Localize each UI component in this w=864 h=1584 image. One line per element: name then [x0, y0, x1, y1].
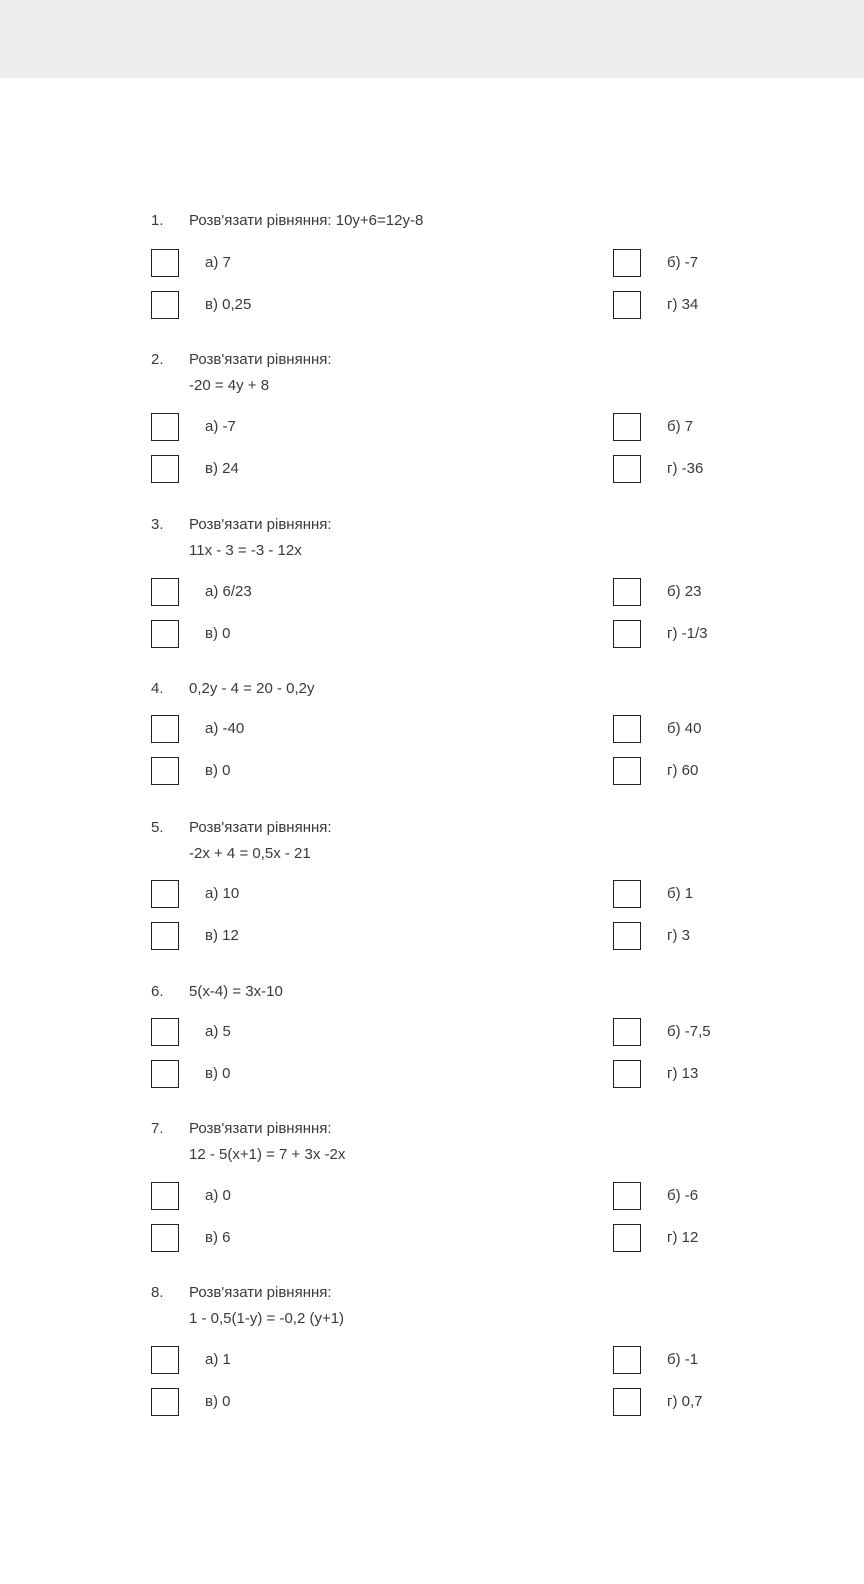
checkbox[interactable]: [151, 1060, 179, 1088]
question-equation: 0,2y - 4 = 20 - 0,2y: [189, 680, 315, 697]
checkbox[interactable]: [151, 757, 179, 785]
checkbox[interactable]: [613, 1182, 641, 1210]
checkbox[interactable]: [613, 757, 641, 785]
question-equation: 5(x-4) = 3x-10: [189, 983, 283, 1000]
question-number: 4.: [151, 680, 164, 697]
option-label: б) 1: [667, 885, 694, 902]
question-equation: 12 - 5(x+1) = 7 + 3x -2x: [189, 1146, 346, 1163]
checkbox[interactable]: [613, 880, 641, 908]
checkbox[interactable]: [151, 1224, 179, 1252]
option-label: б) 23: [667, 583, 702, 600]
option-label: а) 1: [205, 1351, 231, 1368]
option-label: г) 0,7: [667, 1393, 703, 1410]
question-text: Розв'язати рівняння:: [189, 819, 332, 836]
checkbox[interactable]: [151, 578, 179, 606]
option-label: г) 12: [667, 1229, 699, 1246]
question-text: Розв'язати рівняння: 10y+6=12y-8: [189, 212, 424, 229]
checkbox[interactable]: [151, 291, 179, 319]
checkbox[interactable]: [151, 1182, 179, 1210]
checkbox[interactable]: [613, 1060, 641, 1088]
option-label: в) 0: [205, 1393, 231, 1410]
option-label: г) -1/3: [667, 625, 708, 642]
option-label: в) 12: [205, 927, 239, 944]
question-number: 2.: [151, 351, 164, 368]
checkbox[interactable]: [151, 1018, 179, 1046]
option-label: г) 34: [667, 296, 699, 313]
checkbox[interactable]: [151, 922, 179, 950]
question-number: 7.: [151, 1120, 164, 1137]
checkbox[interactable]: [613, 922, 641, 950]
checkbox[interactable]: [151, 455, 179, 483]
checkbox[interactable]: [613, 413, 641, 441]
question-number: 1.: [151, 212, 164, 229]
checkbox[interactable]: [613, 620, 641, 648]
checkbox[interactable]: [613, 1346, 641, 1374]
checkbox[interactable]: [613, 249, 641, 277]
question-number: 3.: [151, 516, 164, 533]
option-label: а) 7: [205, 254, 231, 271]
checkbox[interactable]: [613, 455, 641, 483]
option-label: в) 0: [205, 1065, 231, 1082]
option-label: б) 7: [667, 418, 694, 435]
option-label: а) 10: [205, 885, 240, 902]
option-label: г) 13: [667, 1065, 699, 1082]
checkbox[interactable]: [613, 1224, 641, 1252]
option-label: в) 0,25: [205, 296, 252, 313]
question-equation: -20 = 4y + 8: [189, 377, 270, 394]
option-label: в) 0: [205, 762, 231, 779]
question-text: Розв'язати рівняння:: [189, 516, 332, 533]
option-label: б) 40: [667, 720, 702, 737]
checkbox[interactable]: [613, 715, 641, 743]
question-equation: -2x + 4 = 0,5x - 21: [189, 845, 311, 862]
option-label: в) 6: [205, 1229, 231, 1246]
option-label: а) -40: [205, 720, 245, 737]
checkbox[interactable]: [151, 413, 179, 441]
checkbox[interactable]: [151, 1346, 179, 1374]
checkbox[interactable]: [151, 880, 179, 908]
checkbox[interactable]: [613, 1388, 641, 1416]
option-label: б) -6: [667, 1187, 699, 1204]
option-label: а) 5: [205, 1023, 231, 1040]
question-number: 8.: [151, 1284, 164, 1301]
checkbox[interactable]: [613, 578, 641, 606]
checkbox[interactable]: [151, 620, 179, 648]
question-text: Розв'язати рівняння:: [189, 351, 332, 368]
option-label: г) 3: [667, 927, 690, 944]
option-label: б) -7,5: [667, 1023, 711, 1040]
option-label: а) 6/23: [205, 583, 252, 600]
option-label: в) 0: [205, 625, 231, 642]
checkbox[interactable]: [151, 249, 179, 277]
option-label: г) -36: [667, 460, 704, 477]
option-label: б) -7: [667, 254, 699, 271]
option-label: а) 0: [205, 1187, 231, 1204]
question-text: Розв'язати рівняння:: [189, 1120, 332, 1137]
option-label: а) -7: [205, 418, 236, 435]
question-equation: 11x - 3 = -3 - 12x: [189, 542, 302, 559]
question-equation: 1 - 0,5(1-y) = -0,2 (y+1): [189, 1310, 345, 1327]
checkbox[interactable]: [613, 291, 641, 319]
checkbox[interactable]: [613, 1018, 641, 1046]
option-label: б) -1: [667, 1351, 699, 1368]
checkbox[interactable]: [151, 1388, 179, 1416]
question-number: 5.: [151, 819, 164, 836]
checkbox[interactable]: [151, 715, 179, 743]
option-label: г) 60: [667, 762, 699, 779]
question-number: 6.: [151, 983, 164, 1000]
top-bar: [0, 0, 864, 78]
question-text: Розв'язати рівняння:: [189, 1284, 332, 1301]
option-label: в) 24: [205, 460, 239, 477]
